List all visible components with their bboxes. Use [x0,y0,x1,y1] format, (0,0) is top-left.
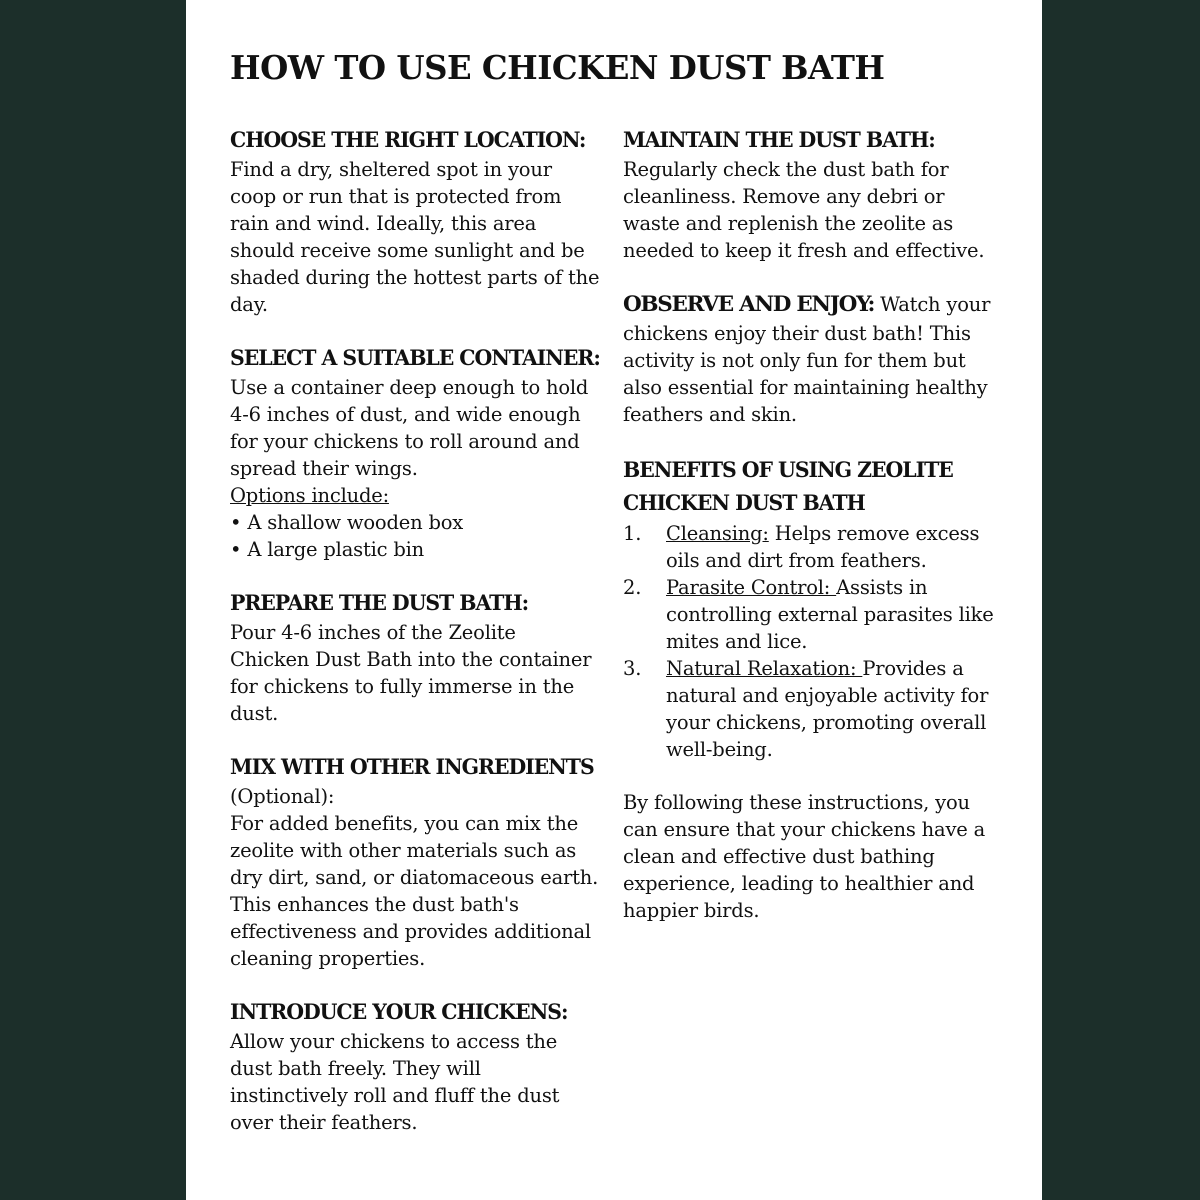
page-title: HOW TO USE CHICKEN DUST BATH [230,48,885,87]
section-body [230,619,600,727]
item-text: Provides a natural and enjoyable activity for your chickens, promoting overall well-being. [666,657,989,761]
section-closing [623,789,1003,924]
section-text: Find a dry, sheltered spot in your coop or run that is protected from rain and wind. Ideally, this area should receive some sunlight and be shaded during the hottest parts of the day. [230,158,600,316]
closing-text: By following these instructions, you can ensure that your chickens have a clean and effective dust bathing experience, leading to healthier and happier birds. [623,791,986,922]
section-heading: INTRODUCE YOUR CHICKENS: [230,1000,568,1025]
section-body [623,290,1003,428]
section-body [230,1028,600,1136]
list-item [623,574,1003,655]
section-heading: MIX WITH OTHER INGREDIENTS [230,755,594,780]
section-text: Allow your chickens to access the dust bath freely. They will instinctively roll and fluff the dust over their feathers. [230,1030,560,1134]
section-prepare [230,589,600,727]
section-body [230,374,600,563]
section-text: Pour 4-6 inches of the Zeolite Chicken Dust Bath into the container for chickens to fully immerse in the dust. [230,621,592,725]
section-body [623,789,1003,924]
section-text: Watch your chickens enjoy their dust bath! This activity is not only fun for them but also essential for maintaining healthy feathers and skin. [623,293,991,426]
section-heading-line1: BENEFITS OF USING ZEOLITE [623,458,953,483]
section-observe [623,290,1003,428]
section-body [623,156,1003,264]
list-item: • A large plastic bin [230,536,600,563]
instruction-sheet [186,0,1042,1200]
section-body [230,783,600,972]
item-number: 3. [623,657,642,680]
list-item [623,520,1003,574]
section-heading: MAINTAIN THE DUST BATH: [623,128,935,153]
section-mix [230,753,600,972]
section-heading: SELECT A SUITABLE CONTAINER: [230,346,600,371]
section-heading: CHOOSE THE RIGHT LOCATION: [230,128,586,153]
section-text: Use a container deep enough to hold 4-6 inches of dust, and wide enough for your chickens to roll around and spread their wings. [230,376,589,480]
item-number: 1. [623,522,642,545]
list-item [623,655,1003,763]
list-item: • A shallow wooden box [230,509,600,536]
section-text: Regularly check the dust bath for cleanliness. Remove any debri or waste and replenish the zeolite as needed to keep it fresh and effective. [623,158,985,262]
section-introduce [230,998,600,1136]
section-body [230,156,600,318]
item-number: 2. [623,576,642,599]
section-benefits [623,454,1003,763]
item-text: Assists in controlling external parasites like mites and lice. [666,576,994,653]
section-heading: PREPARE THE DUST BATH: [230,591,529,616]
optional-note: (Optional): [230,785,335,808]
item-text: Helps remove excess oils and dirt from feathers. [666,522,980,572]
section-heading-line2: CHICKEN DUST BATH [623,491,865,516]
section-body [623,520,1003,763]
item-label: Natural Relaxation: [666,657,863,680]
left-column [230,126,600,1162]
benefits-list [623,520,1003,763]
right-column [623,126,1003,950]
section-maintain [623,126,1003,264]
options-list [230,509,600,563]
item-label: Cleansing: [666,522,769,545]
section-select-container [230,344,600,563]
options-label: Options include: [230,484,389,507]
item-label: Parasite Control: [666,576,837,599]
section-choose-location [230,126,600,318]
section-heading: OBSERVE AND ENJOY: [623,292,875,317]
section-text: For added benefits, you can mix the zeolite with other materials such as dry dirt, sand, or diatomaceous earth. This enhances the dust bath's effectiveness and provides additional cleaning properties. [230,812,599,970]
